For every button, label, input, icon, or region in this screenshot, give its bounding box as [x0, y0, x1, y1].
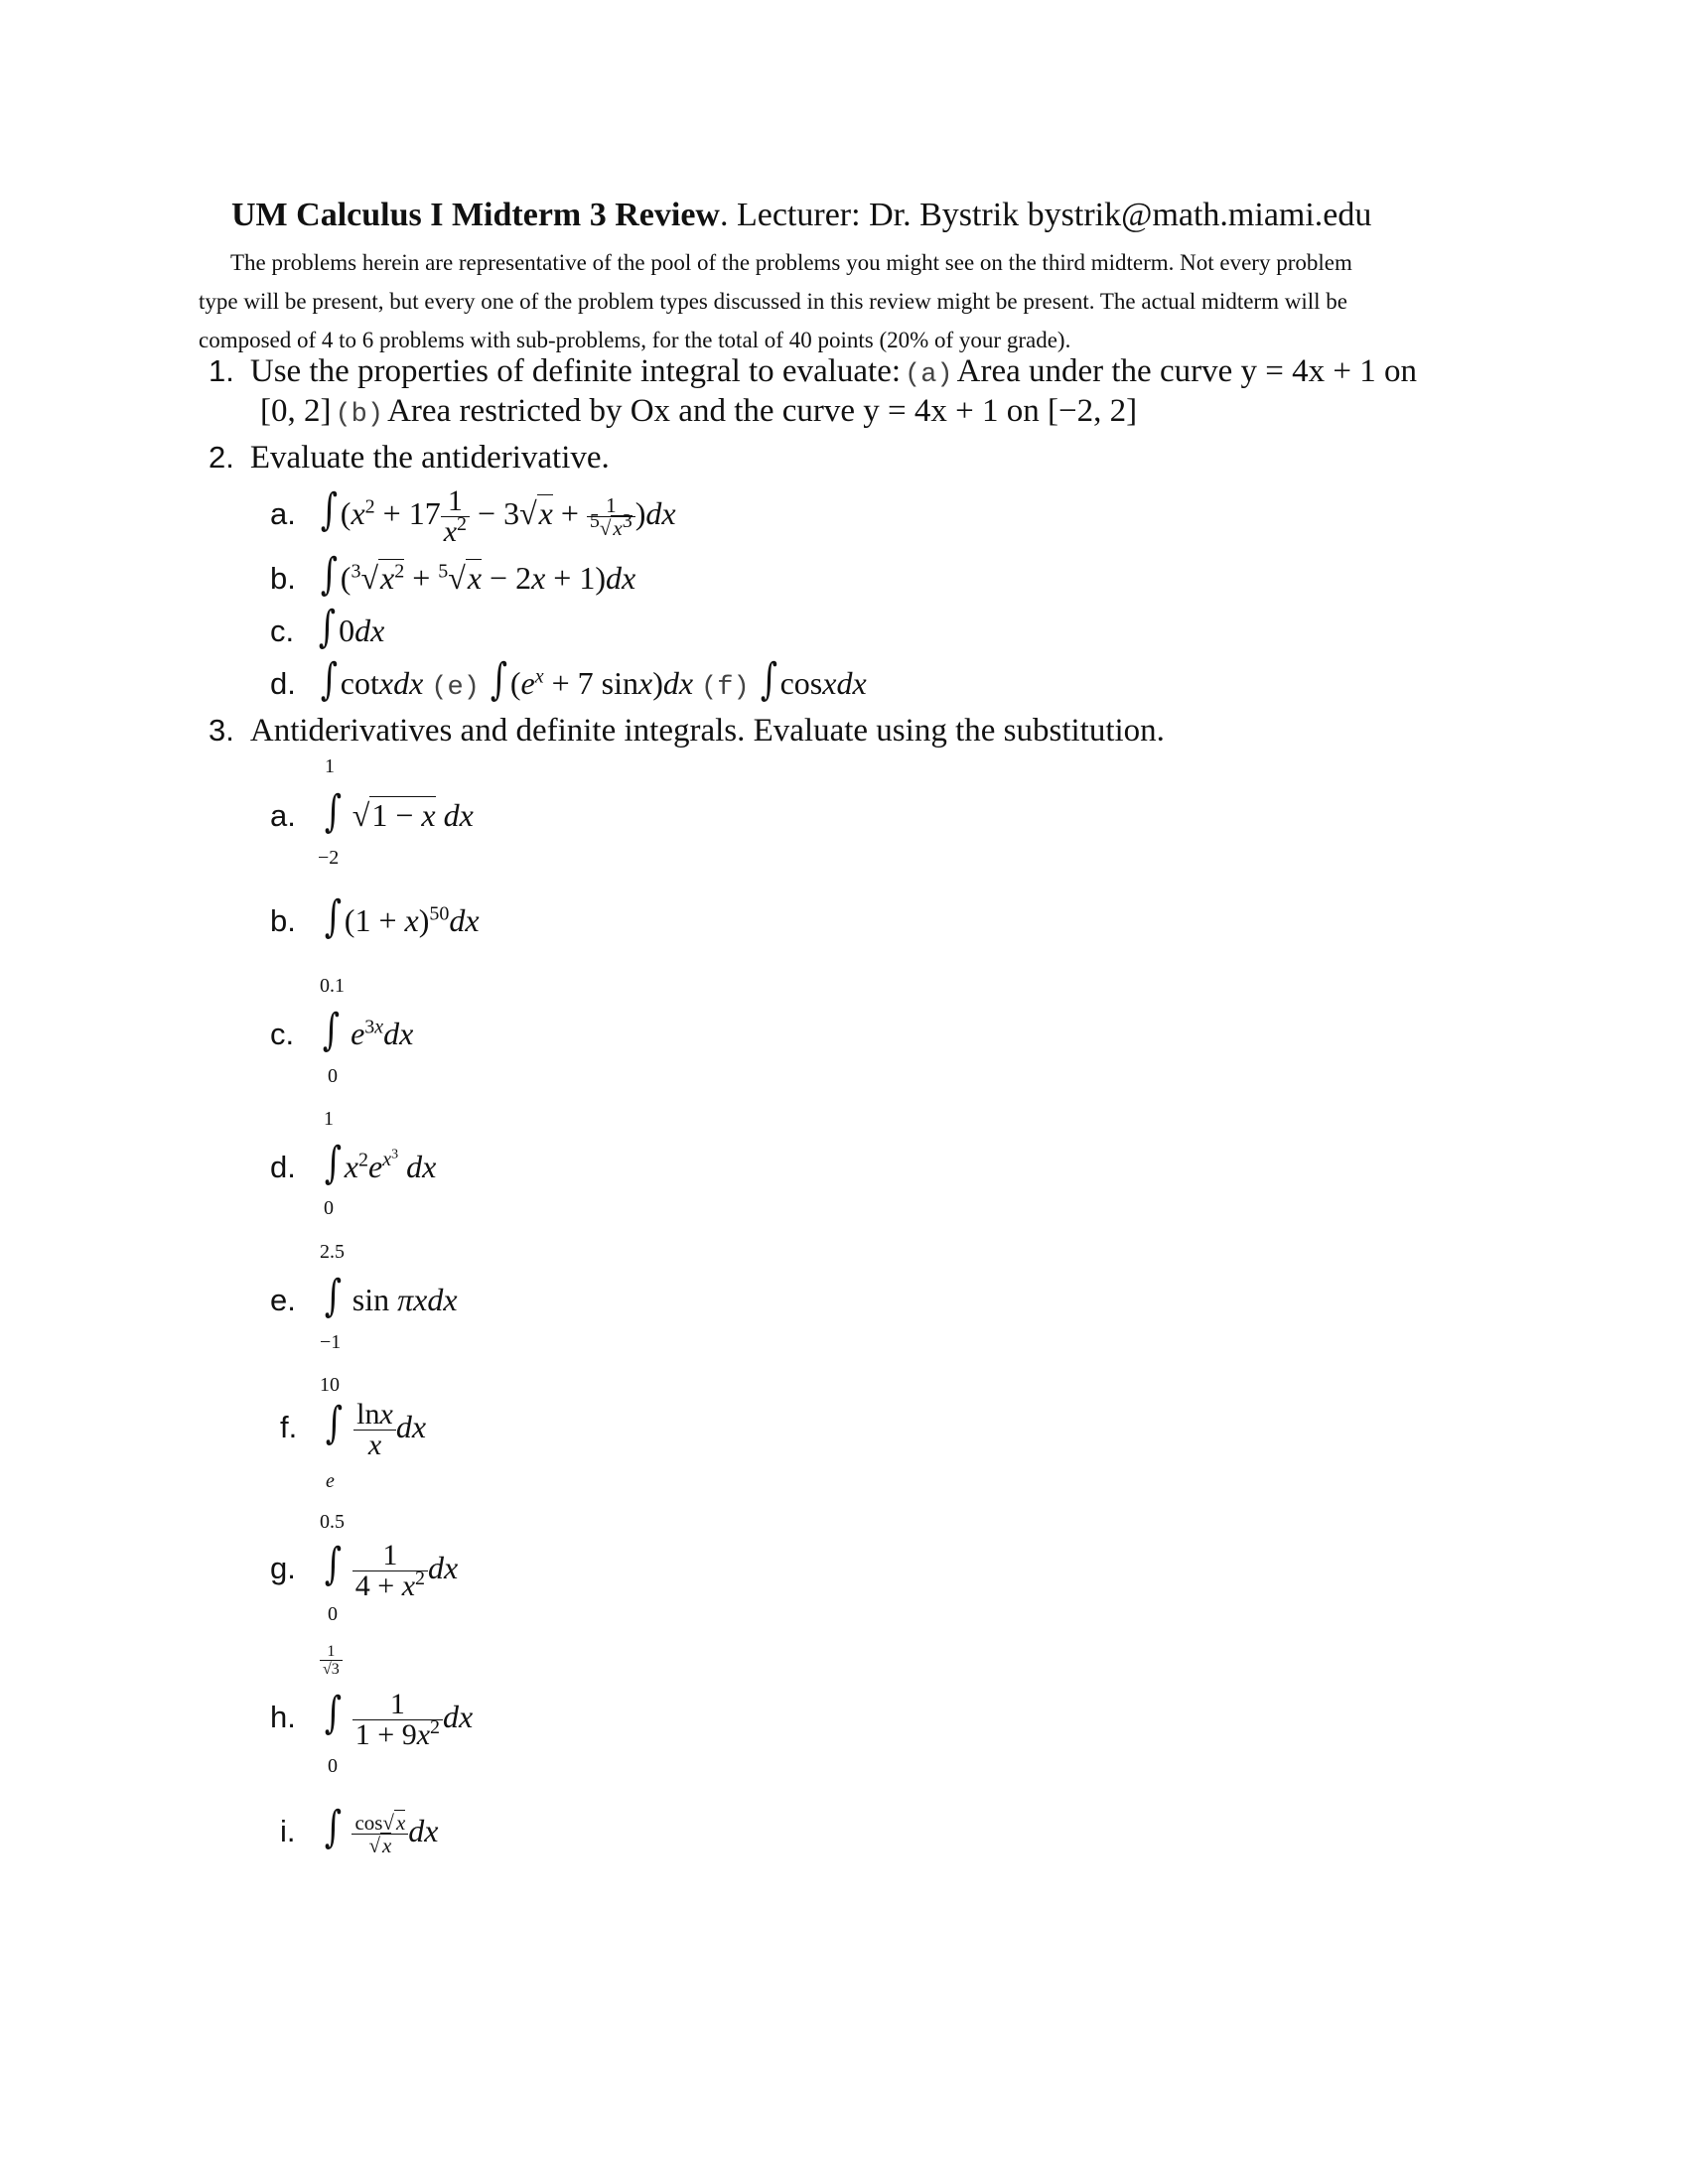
problem-2-text: Evaluate the antiderivative.: [249, 440, 610, 476]
problem-3i-label: i.: [280, 1814, 296, 1848]
problem-1-line-1: [209, 353, 1417, 390]
problem-2a: [270, 484, 676, 547]
problem-2b-expr: $\int(^3√x^2 + ^5√x - 2x + 1)dx$: [320, 549, 636, 600]
problem-3g-lower: 0: [328, 1603, 338, 1625]
problem-3g: [270, 1539, 458, 1601]
problem-2f-label: (f): [701, 673, 750, 703]
intro-line-3: composed of 4 to 6 problems with sub-problems, for the total of 40 points (20% of your grade).: [199, 328, 1071, 352]
title-bold: UM Calculus I Midterm 3 Review: [231, 197, 720, 233]
problem-3e-upper: 2.5: [320, 1241, 345, 1263]
problem-1-line-2: [260, 393, 1137, 430]
problem-3e-expr: ∫ sin πxdx: [324, 1271, 458, 1321]
problem-1-part-a: Area under the curve y = 4x + 1 on: [956, 353, 1417, 389]
problem-2-number: 2.: [209, 440, 234, 475]
intro-line-2: type will be present, but every one of the problem types discussed in this review might be present. The actual midterm will be: [199, 289, 1347, 314]
problem-1-number: 1.: [209, 353, 234, 388]
problem-3f-label: f.: [280, 1410, 298, 1444]
problem-3a-expr: ∫ √1 − x dx: [324, 786, 474, 837]
problem-2b: [270, 549, 635, 600]
problem-1-label-a: (a): [905, 360, 953, 390]
problem-3h-lower: 0: [328, 1755, 338, 1777]
problem-2c-label: c.: [270, 614, 295, 648]
problem-3a-upper: 1: [325, 755, 335, 777]
problem-3i: [280, 1802, 439, 1856]
problem-2d: [270, 654, 867, 705]
problem-3g-label: g.: [270, 1551, 296, 1585]
problem-3h-label: h.: [270, 1700, 296, 1734]
problem-3e-lower: −1: [320, 1331, 342, 1353]
problem-3e-label: e.: [270, 1283, 296, 1317]
problem-2a-expr: $\int(x^2 + 17$ $\frac{1}{x^2}$ − 3√x + $\frac{1}{^5√x^3}$ )dx: [320, 484, 676, 549]
problem-3d-upper: 1: [324, 1108, 334, 1130]
problem-3d-lower: 0: [324, 1197, 334, 1219]
problem-3-text: Antiderivatives and definite integrals. Evaluate using the substitution.: [249, 713, 1165, 749]
problem-3i-expr: ∫ $\frac{\cos√x}{√x}$ dx: [324, 1802, 439, 1858]
problem-3c-expr: ∫ $e^{3x}dx$: [322, 1005, 414, 1055]
problem-2e-label: (e): [431, 673, 480, 703]
problem-3g-expr: ∫ $\frac{1}{4 + x^2}$ dx: [324, 1539, 459, 1603]
problem-3f-expr: ∫ $\frac{\ln x}{x}$ dx: [326, 1398, 427, 1462]
problem-3h: [270, 1688, 473, 1750]
problem-3e: [270, 1271, 458, 1321]
problem-3b-label: b.: [270, 903, 296, 938]
problem-2f-expr: ∫cosxdx: [760, 654, 867, 705]
problem-3c-upper: 0.1: [320, 975, 345, 997]
problem-3h-expr: ∫ $\frac{1}{1 + 9x^2}$ dx: [324, 1688, 474, 1752]
problem-1-label-b: (b): [335, 400, 384, 430]
problem-3b-expr: $\int(1 + x)^{50}dx$: [324, 891, 480, 942]
problem-3h-upper: [320, 1643, 343, 1678]
problem-1-text: Use the properties of definite integral to evaluate:: [249, 353, 902, 389]
problem-3c: [270, 1005, 413, 1055]
problem-3h-upper-den: √3: [323, 1661, 340, 1678]
problem-3f: [280, 1398, 426, 1460]
problem-2a-label: a.: [270, 496, 296, 531]
problem-2e-expr: $\int(e^x + 7$ sinx)dx: [490, 654, 694, 705]
problem-1-interval-a: [0, 2]: [260, 393, 332, 429]
problem-3c-lower: 0: [328, 1065, 338, 1087]
problem-2-heading: [209, 440, 610, 477]
problem-3c-label: c.: [270, 1017, 295, 1051]
problem-2c: [270, 602, 384, 652]
problem-3-heading: [209, 713, 1165, 750]
problem-3-number: 3.: [209, 713, 234, 748]
problem-3a-lower: −2: [318, 847, 340, 869]
problem-3d-label: d.: [270, 1150, 296, 1184]
intro-paragraph: [199, 243, 1489, 359]
problem-2d-expr: ∫cotxdx: [320, 654, 424, 705]
problem-3g-upper: 0.5: [320, 1511, 345, 1533]
problem-3a-label: a.: [270, 798, 296, 833]
problem-2d-label: d.: [270, 666, 296, 701]
problem-1-part-b: Area restricted by Ox and the curve y = 4x + 1 on [−2, 2]: [387, 393, 1138, 429]
problem-3f-upper: 10: [320, 1374, 340, 1396]
problem-3h-upper-num: 1: [320, 1643, 343, 1661]
problem-3f-lower: e: [326, 1470, 335, 1492]
title-rest: . Lecturer: Dr. Bystrik bystrik@math.miami.edu: [719, 197, 1372, 233]
problem-2b-label: b.: [270, 561, 296, 596]
problem-3d-expr: $\int x^2e^{x^3}$ dx: [324, 1138, 437, 1188]
page-title: [231, 197, 1371, 234]
intro-line-1: The problems herein are representative of the pool of the problems you might see on the third midterm. Not every problem: [230, 250, 1352, 275]
problem-3b: [270, 891, 480, 942]
problem-3d: [270, 1138, 436, 1188]
problem-3a: [270, 786, 474, 837]
problem-2c-expr: ∫0dx: [318, 602, 385, 652]
